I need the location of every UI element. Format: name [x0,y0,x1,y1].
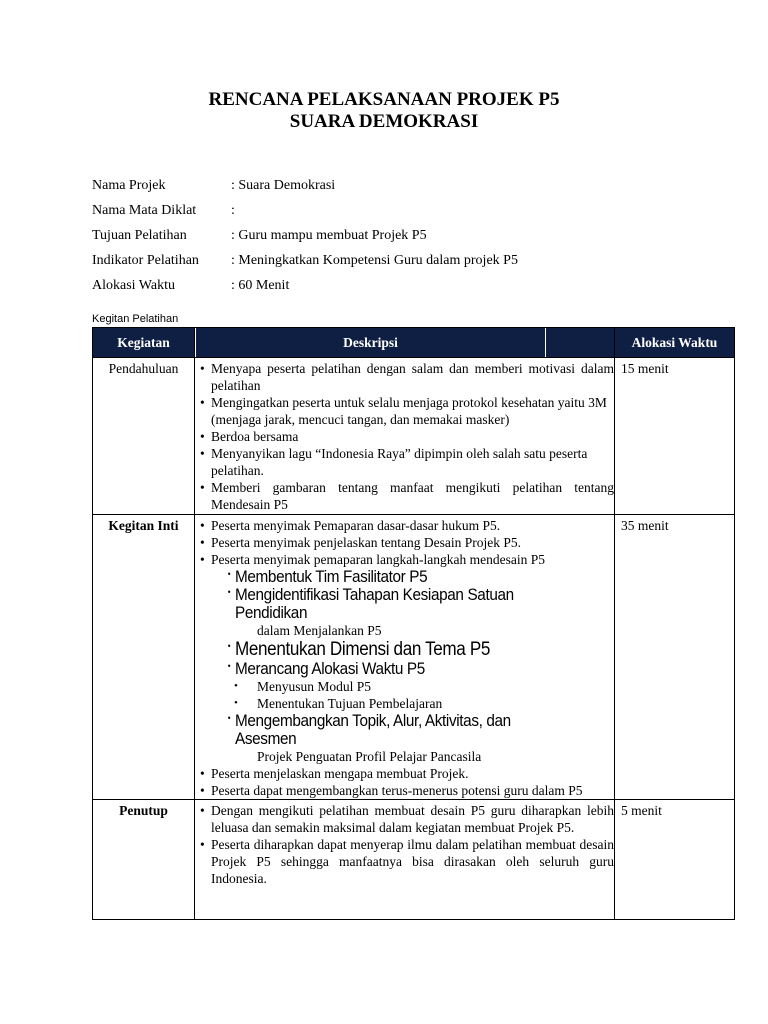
list-item: • Peserta dapat mengembangkan terus-menerus potensi guru dalam P5 [199,782,614,799]
header-kegiatan: Kegiatan [93,328,195,358]
row-alokasi: 35 menit [615,515,735,800]
sub-list-item: • Mengidentifikasi Tahapan Kesiapan Satuan Pendidikan [199,586,573,622]
row-alokasi: 15 menit [615,358,735,515]
list-item: • Menyapa peserta pelatihan dengan salam dan memberi motivasi dalam pelatihan [199,360,614,394]
table-header-row [93,328,735,358]
sub-list-item: • Menentukan Dimensi dan Tema P5 [199,639,573,660]
info-row-tujuan [92,228,518,253]
info-value: : Suara Demokrasi [231,178,336,193]
sub-list-item: • Menentukan Tujuan Pembelajaran [199,695,614,712]
row-kegiatan: Pendahuluan [93,358,195,515]
info-value: : Guru mampu membuat Projek P5 [231,228,427,243]
row-alokasi: 5 menit [615,800,735,920]
table-caption: Kegitan Pelatihan [92,313,179,325]
info-value: : Meningkatkan Kompetensi Guru dalam projek P5 [231,253,518,268]
info-label: Nama Mata Diklat [92,203,197,218]
row-kegiatan: Penutup [93,800,195,920]
list-item: • Peserta diharapkan dapat menyerap ilmu dalam pelatihan membuat desain Projek P5 sehingga manfaatnya bisa dirasakan oleh seluruh guru Indonesia. [199,836,614,887]
info-row-nama-projek [92,178,518,203]
row-deskripsi [195,800,615,920]
row-kegiatan: Kegitan Inti [93,515,195,800]
table-row [93,515,735,800]
info-value: : [231,203,235,218]
header-deskripsi-label: Deskripsi [343,334,398,350]
row-deskripsi [195,515,615,800]
document-subtitle: SUARA DEMOKRASI [289,111,479,132]
info-label: Indikator Pelatihan [92,253,199,268]
sub-list-item: • Menyusun Modul P5 [199,678,614,695]
document-title: RENCANA PELAKSANAAN PROJEK P5 [208,89,560,110]
info-value: : 60 Menit [231,278,290,293]
list-item: • Berdoa bersama [199,428,614,445]
list-item: • Dengan mengikuti pelatihan membuat desain P5 guru diharapkan lebih leluasa dan semakin maksimal dalam kegiatan membuat Projek P5. [199,802,614,836]
header-alokasi: Alokasi Waktu [615,328,735,358]
list-item: • Peserta menyimak Pemaparan dasar-dasar hukum P5. [199,517,614,534]
header-deskripsi [195,328,615,358]
sub-list-item: • Merancang Alokasi Waktu P5 [199,660,573,678]
table-row [93,800,735,920]
info-row-mata-diklat [92,203,518,228]
info-label: Alokasi Waktu [92,278,175,293]
sub-list-item-continuation: dalam Menjalankan P5 [257,623,382,638]
list-item: • Mengingatkan peserta untuk selalu menjaga protokol kesehatan yaitu 3M (menjaga jarak, mencuci tangan, dan memakai masker) [199,394,614,428]
sub-list-item-continuation: Projek Penguatan Profil Pelajar Pancasila [257,749,482,764]
info-label: Nama Projek [92,178,166,193]
sub-list-item: • Membentuk Tim Fasilitator P5 [199,568,573,586]
info-row-indikator [92,253,518,278]
list-item: • Peserta menjelaskan mengapa membuat Projek. [199,765,614,782]
list-item: • Peserta menyimak pemaparan langkah-langkah mendesain P5 [199,551,614,568]
info-row-alokasi [92,278,518,303]
project-info [92,178,518,303]
list-item: • Menyanyikan lagu “Indonesia Raya” dipimpin oleh salah satu peserta pelatihan. [199,445,614,479]
list-item: • Memberi gambaran tentang manfaat mengikuti pelatihan tentang Mendesain P5 [199,479,614,513]
list-item: • Peserta menyimak penjelaskan tentang Desain Projek P5. [199,534,614,551]
info-label: Tujuan Pelatihan [92,228,187,243]
row-deskripsi [195,358,615,515]
table-row [93,358,735,515]
sub-list-item: • Mengembangkan Topik, Alur, Aktivitas, dan Asesmen [199,712,573,748]
activity-table [92,327,735,920]
